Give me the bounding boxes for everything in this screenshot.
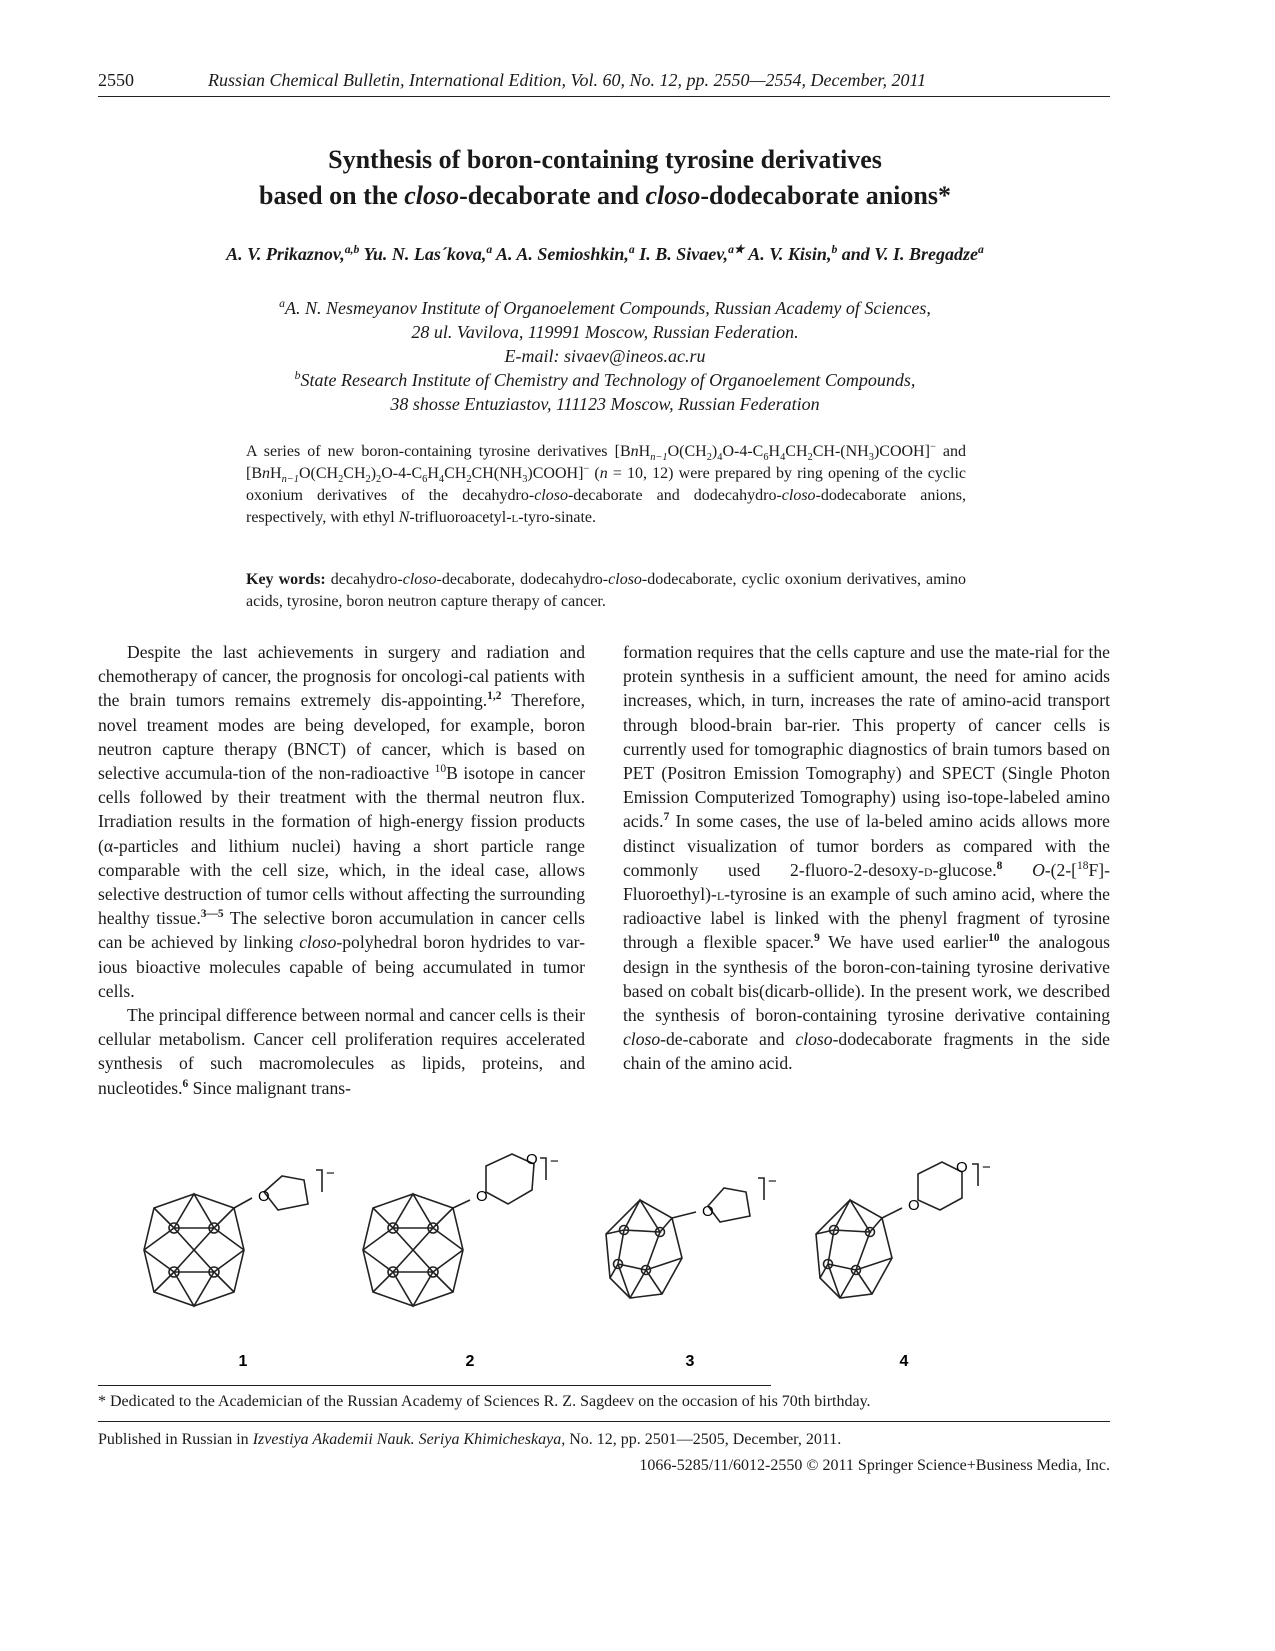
abstract-text: n [262,465,270,482]
citation-ref: 10 [988,932,1000,945]
body-text: 10 [434,763,447,776]
abstract-text: H [638,443,651,460]
compound-label-1: 1 [238,1353,248,1370]
body-text: formation requires that the cells capture and use the mate-rial for the protein synthesis in a sufficient amount, the need for amino acids increases, which, in turn, increases the rate of amino-acid transport through blood-brain bar-rier. This property of cancer cells is currently used for tomographic diagnostics of brain tumors based on PET (Positron Emission Tomography) and SPECT (Single Photon Emission Computerized Tomography) using iso-tope-labeled amino acids. [623,642,1110,832]
author [635,244,745,264]
oxygen-label: O [702,1203,714,1220]
title-line-1: Synthesis of boron-containing tyrosine derivatives [328,145,882,174]
abstract-text: CH [444,465,467,482]
body-text: closo [795,1029,833,1050]
abstract-text: 2 [365,474,371,486]
page-number: 2550 [98,70,134,90]
abstract-text: 2 [338,474,344,486]
abstract-text: -dodecaborate anions, respectively, with ethyl [246,487,967,526]
cage-outline [816,1200,892,1298]
body-text: -tyrosine is an example of such amino acid, where the radioactive label is linked with the phenyl fragment of tyrosine through a flexible spacer. [623,884,1110,953]
title-italic: closo [404,181,460,210]
author [492,244,635,264]
body-text: B isotope in cancer cells followed by their treatment with the thermal neutron flux. Irradiation results in the formation of high-energy fission products (α-particles and lithium nuclei) having a short particle range comparable with the cell size, which, in the ideal case, allows selective destruction of tumor cells without affecting the surrounding healthy tissue. [98,763,585,929]
body-text: -glucose. [932,859,997,880]
abstract-text: closo [534,487,568,504]
cage-edges [363,1194,463,1306]
oxygen-label: O [956,1159,968,1176]
oxygen-label: O [908,1197,920,1214]
author-name: A. V. Kisin, [744,244,832,264]
abstract-text: -trifluoroacetyl- [409,509,512,526]
body-text: closo [299,932,337,953]
abstract-text: A series of new boron-containing tyrosine derivatives [B [246,443,631,460]
structure-4 [816,1162,978,1298]
abstract-text: CH(NH [471,465,523,482]
abstract-text: − [583,463,590,475]
abstract [246,441,966,529]
abstract-text: N [398,509,410,526]
affiliation-a [100,296,1110,320]
abstract-text: O-4-C [381,465,423,482]
journal-citation: Russian Chemical Bulletin, International Edition, Vol. 60, No. 12, pp. 2550—2554, December, 2011 [208,70,927,90]
compound-label-2: 2 [465,1353,475,1370]
charge-bracket [316,1170,322,1192]
abstract-text: 3 [868,452,874,464]
oxygen-label: O [476,1188,488,1205]
footnote-rule [98,1385,771,1386]
body-text: 18 [1077,859,1089,872]
abstract-text: ( [589,465,600,482]
abstract-text: )COOH] [873,443,930,460]
footnote: * Dedicated to the Academician of the Russian Academy of Sciences R. Z. Sagdeev on the occasion of his 70th birthday. [98,1393,871,1410]
paragraph [98,1003,585,1100]
cage-edges [144,1194,244,1306]
body-text: -polyhedral boron hydrides to var-ious bioactive molecules capable of being accumulated in tumor cells. [98,932,585,1001]
cage-outline [606,1200,682,1298]
citation-ref: 7 [663,811,670,824]
citation-ref: 9 [814,932,820,945]
abstract-text: − [929,441,936,453]
citation-ref: 3—5 [200,908,224,921]
keywords-text: decahydro- [325,571,403,588]
affil-mark: b [294,369,301,382]
structure-1 [144,1170,322,1306]
charge-bracket [972,1164,978,1186]
abstract-text: 2 [466,474,472,486]
abstract-text: n [599,465,608,482]
body-text: Despite the last achievements in surgery and radiation and chemotherapy of cancer, the prognosis for oncologi-cal patients with the brain tumors remains extremely dis-appointing. [98,642,585,711]
cage-edges [606,1200,682,1298]
keywords-text: -decaborate, dodecahydro- [436,571,609,588]
affiliations [100,296,1110,416]
keywords-text: -dodecaborate, cyclic oxonium derivatives, amino acids, tyrosine, boron neutron capture therapy of cancer. [246,571,967,610]
keywords-text: closo [402,571,437,588]
abstract-text: -decaborate and dodecahydro- [567,487,782,504]
cage-oxygen-bond [882,1208,902,1218]
abstract-text: H [427,465,439,482]
body-text: The principal difference between normal and cancer cells is their cellular metabolism. Cancer cell proliferation requires accelerated synthesis of such macromolecules as lipids, proteins, and nucleotides. [98,1005,585,1098]
cage-oxygen-bond [672,1212,696,1218]
title-line-2 [100,178,1110,214]
body-text: Therefore, novel treament modes are being developed, for example, boron neutron capture therapy (BNCT) of cancer, which is based on selective accumula-tion of the non-radioactive [98,690,585,784]
affil-text: State Research Institute of Chemistry and Technology of Organoelement Compounds, [300,370,916,390]
structure-2 [363,1154,546,1306]
author [359,244,492,264]
cage-oxygen-bond [453,1200,470,1208]
pub-text: No. 12, pp. 2501—2505, December, 2011. [565,1431,842,1448]
abstract-text: 2 [706,452,712,464]
abstract-text: n−1 [281,474,299,486]
body-text: We have used earlier [819,932,989,953]
affil-text: A. N. Nesmeyanov Institute of Organoelement Compounds, Russian Academy of Sciences, [284,298,931,318]
body-text: l [716,884,725,905]
body-column-right [623,640,1110,1076]
thf-ring [708,1188,750,1222]
affil-mark: a★ [728,243,745,256]
running-header [98,66,1110,97]
article-title [100,142,1110,214]
author-name: A. A. Semioshkin, [492,244,629,264]
abstract-text: O(CH [298,465,339,482]
abstract-text: CH [343,465,366,482]
structure-3 [606,1178,764,1298]
abstract-text: CH-(NH [812,443,869,460]
citation-ref: 1,2 [487,690,502,703]
body-text: O [1002,859,1045,880]
title-text: based on the [259,181,405,210]
affil-mark: a [486,243,493,256]
cage-edges [816,1200,892,1298]
oxygen-label: O [258,1188,270,1205]
abstract-text: l [511,509,519,526]
compound-label-3: 3 [685,1353,695,1370]
charge-label: − [326,1165,335,1182]
abstract-text: 4 [780,452,786,464]
abstract-text: 4 [717,452,723,464]
abstract-text: 4 [438,474,445,486]
body-text: d [923,859,933,880]
copyright-line: 1066-5285/11/6012-2550 © 2011 Springer Science+Business Media, Inc. [639,1457,1110,1474]
body-text: Since malignant trans- [188,1077,351,1098]
russian-journal: Izvestiya Akademii Nauk. Seriya Khimicheskaya, [252,1431,566,1448]
body-text: -de-caborate and [660,1029,796,1050]
author-name: A. V. Prikaznov, [226,244,345,264]
abstract-text: H [270,465,282,482]
affiliation-b [100,368,1110,392]
affil-mark: a [977,243,984,256]
oxygen-label: O [526,1151,538,1168]
body-column-left [98,640,585,1100]
author [744,244,837,264]
affil-mark: a,b [344,243,360,256]
structures-figure [140,1151,1040,1380]
affil-mark: a [628,243,635,256]
body-text: The selective boron accumulation in cancer cells can be achieved by linking [98,908,585,953]
keywords-text: closo [608,571,642,588]
title-italic: closo [645,181,701,210]
author-list [100,244,1110,265]
abstract-text: and [B [246,443,966,482]
body-text: F]-Fluoroethyl)- [623,859,1110,905]
author-name: and V. I. Bregadze [837,244,978,264]
affil-mark: a [279,297,285,310]
charge-label: − [982,1159,991,1176]
abstract-text: O-4-C [722,443,764,460]
body-text: -dodecaborate fragments in the side chain of the amino acid. [623,1029,1110,1074]
author [837,244,984,264]
abstract-text: ) [370,465,377,482]
abstract-text: 6 [422,474,428,486]
abstract-text: 2 [376,474,382,486]
author-name: Yu. N. Las´kova, [359,244,487,264]
affil-mark: b [831,243,838,256]
body-text: closo [623,1029,661,1050]
affil-address: 38 shosse Entuziastov, 111123 Moscow, Russian Federation [390,394,820,414]
abstract-text: = 10, 12) were prepared by ring opening of the cyclic oxonium derivatives of the decahydro- [246,465,967,504]
author-name: I. B. Sivaev, [634,244,729,264]
affil-email: E-mail: sivaev@ineos.ac.ru [504,346,706,366]
author [226,244,359,264]
citation-ref: 6 [182,1077,189,1090]
abstract-text: 3 [522,474,528,486]
body-text: -(2-[ [1044,859,1078,880]
abstract-text: n−1 [650,452,668,464]
abstract-text: H [768,443,781,460]
abstract-text: 2 [807,452,813,464]
thf-ring [264,1176,308,1210]
publication-rule [98,1421,1110,1422]
keywords-label: Key words: [246,571,326,588]
published-in-russian [98,1431,1110,1449]
paragraph [98,640,585,1003]
charge-label: − [768,1173,777,1190]
paragraph [623,640,1110,1076]
compound-label-4: 4 [899,1353,909,1370]
keywords [246,569,966,613]
abstract-text: n [630,443,639,460]
body-text: In some cases, the use of la-beled amino acids allows more distinct visualization of tumor borders as compared with the commonly used 2-fluoro-2-desoxy- [623,811,1110,880]
abstract-text: )COOH] [527,465,584,482]
title-text: -dodecaborate anions* [700,181,951,210]
affil-address: 28 ul. Vavilova, 119991 Moscow, Russian Federation. [411,322,799,342]
abstract-text: -tyro-sinate. [518,509,597,526]
abstract-text: closo [781,487,816,504]
abstract-text: ) [711,443,718,460]
charge-label: − [550,1153,559,1170]
abstract-text: O(CH [667,443,707,460]
body-text: the analogous design in the synthesis of the boron-con-taining tyrosine derivative based on cobalt bis(dicarb-ollide). In the present work, we described the synthesis of boron-containing tyrosine derivative containing [623,932,1110,1026]
charge-bracket [540,1158,546,1180]
citation-ref: 8 [996,859,1003,872]
abstract-text: 6 [763,452,769,464]
cage-oxygen-bond [234,1198,252,1208]
title-text: -decaborate and [459,181,646,210]
charge-bracket [758,1178,764,1200]
pub-text: Published in Russian in [98,1431,253,1448]
abstract-text: CH [785,443,808,460]
